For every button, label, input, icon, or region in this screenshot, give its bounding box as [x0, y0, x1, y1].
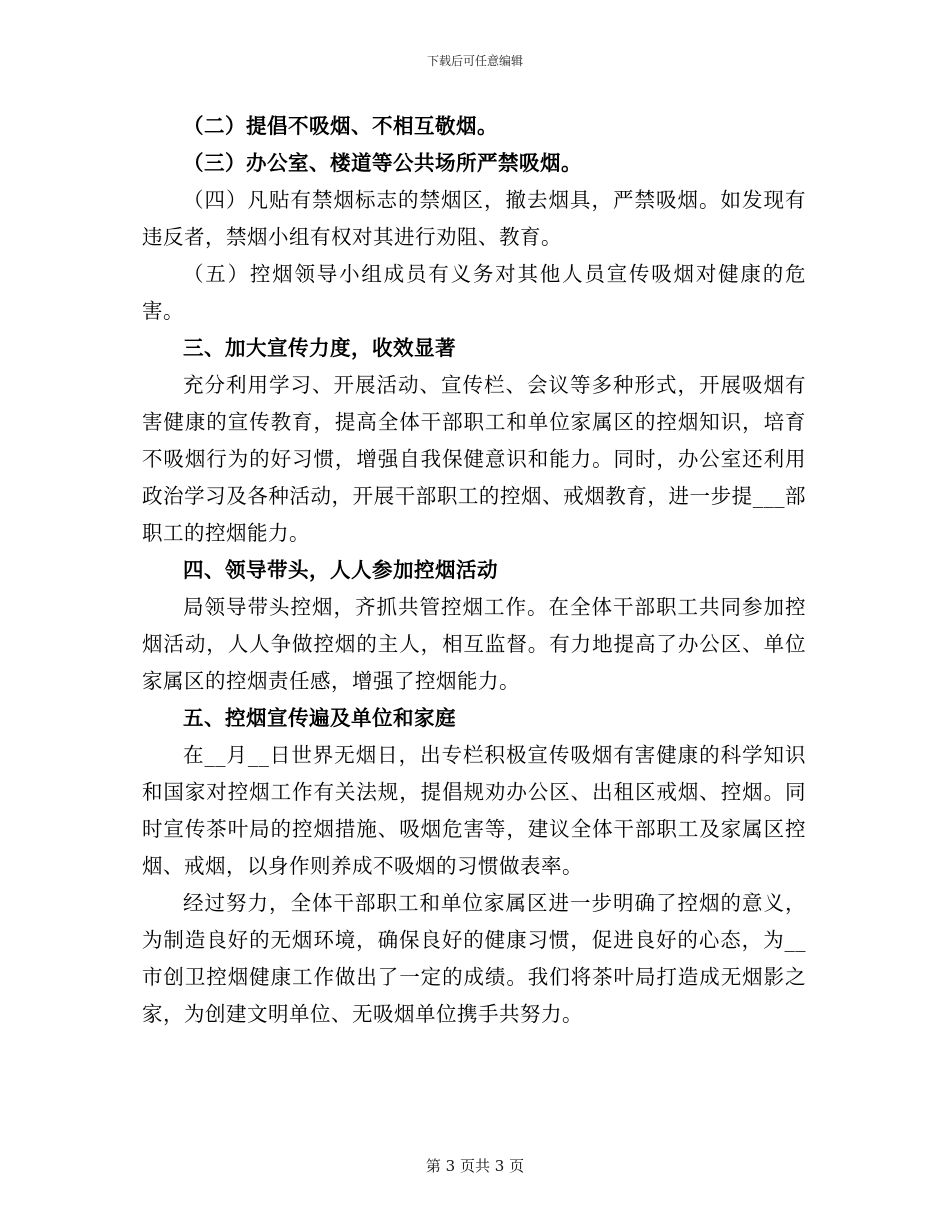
clause-2-heading: （二）提倡不吸烟、不相互敬烟。 [183, 114, 498, 138]
clause-4-paragraph: （四）凡贴有禁烟标志的禁烟区，撤去烟具，严禁吸烟。如发现有违反者，禁烟小组有权对其进行劝阻、教育。 [142, 188, 806, 249]
clause-5-paragraph: （五）控烟领导小组成员有义务对其他人员宣传吸烟对健康的危害。 [142, 262, 806, 323]
conclusion-paragraph: 经过努力，全体干部职工和单位家属区进一步明确了控烟的意义，为制造良好的无烟环境，确保良好的健康习惯，促进良好的心态，为__市创卫控烟健康工作做出了一定的成绩。我们将茶叶局打造成无烟影之家，为创建文明单位、无吸烟单位携手共努力。 [142, 891, 806, 1026]
section-4-heading: 四、领导带头，人人参加控烟活动 [183, 558, 498, 582]
page-header: 下载后可任意编辑 [426, 54, 523, 68]
section-5-heading: 五、控烟宣传遍及单位和家庭 [183, 706, 456, 730]
section-3-heading: 三、加大宣传力度，收效显著 [183, 336, 456, 360]
section-5-paragraph: 在__月__日世界无烟日，出专栏积极宣传吸烟有害健康的科学知识和国家对控烟工作有关法规，提倡规劝办公区、出租区戒烟、控烟。同时宣传茶叶局的控烟措施、吸烟危害等，建议全体干部职工及家属区控烟、戒烟，以身作则养成不吸烟的习惯做表率。 [142, 743, 806, 878]
section-3-paragraph: 充分利用学习、开展活动、宣传栏、会议等多种形式，开展吸烟有害健康的宣传教育，提高全体干部职工和单位家属区的控烟知识，培育不吸烟行为的好习惯，增强自我保健意识和能力。同时，办公室还利用政治学习及各种活动，开展干部职工的控烟、戒烟教育，进一步提___部职工的控烟能力。 [142, 373, 806, 545]
page-number: 第 3 页共 3 页 [425, 1157, 525, 1175]
clause-3-heading: （三）办公室、楼道等公共场所严禁吸烟。 [183, 151, 582, 175]
document-body [142, 108, 806, 1033]
section-4-paragraph: 局领导带头控烟，齐抓共管控烟工作。在全体干部职工共同参加控烟活动，人人争做控烟的主人，相互监督。有力地提高了办公区、单位家属区的控烟责任感，增强了控烟能力。 [142, 595, 806, 693]
